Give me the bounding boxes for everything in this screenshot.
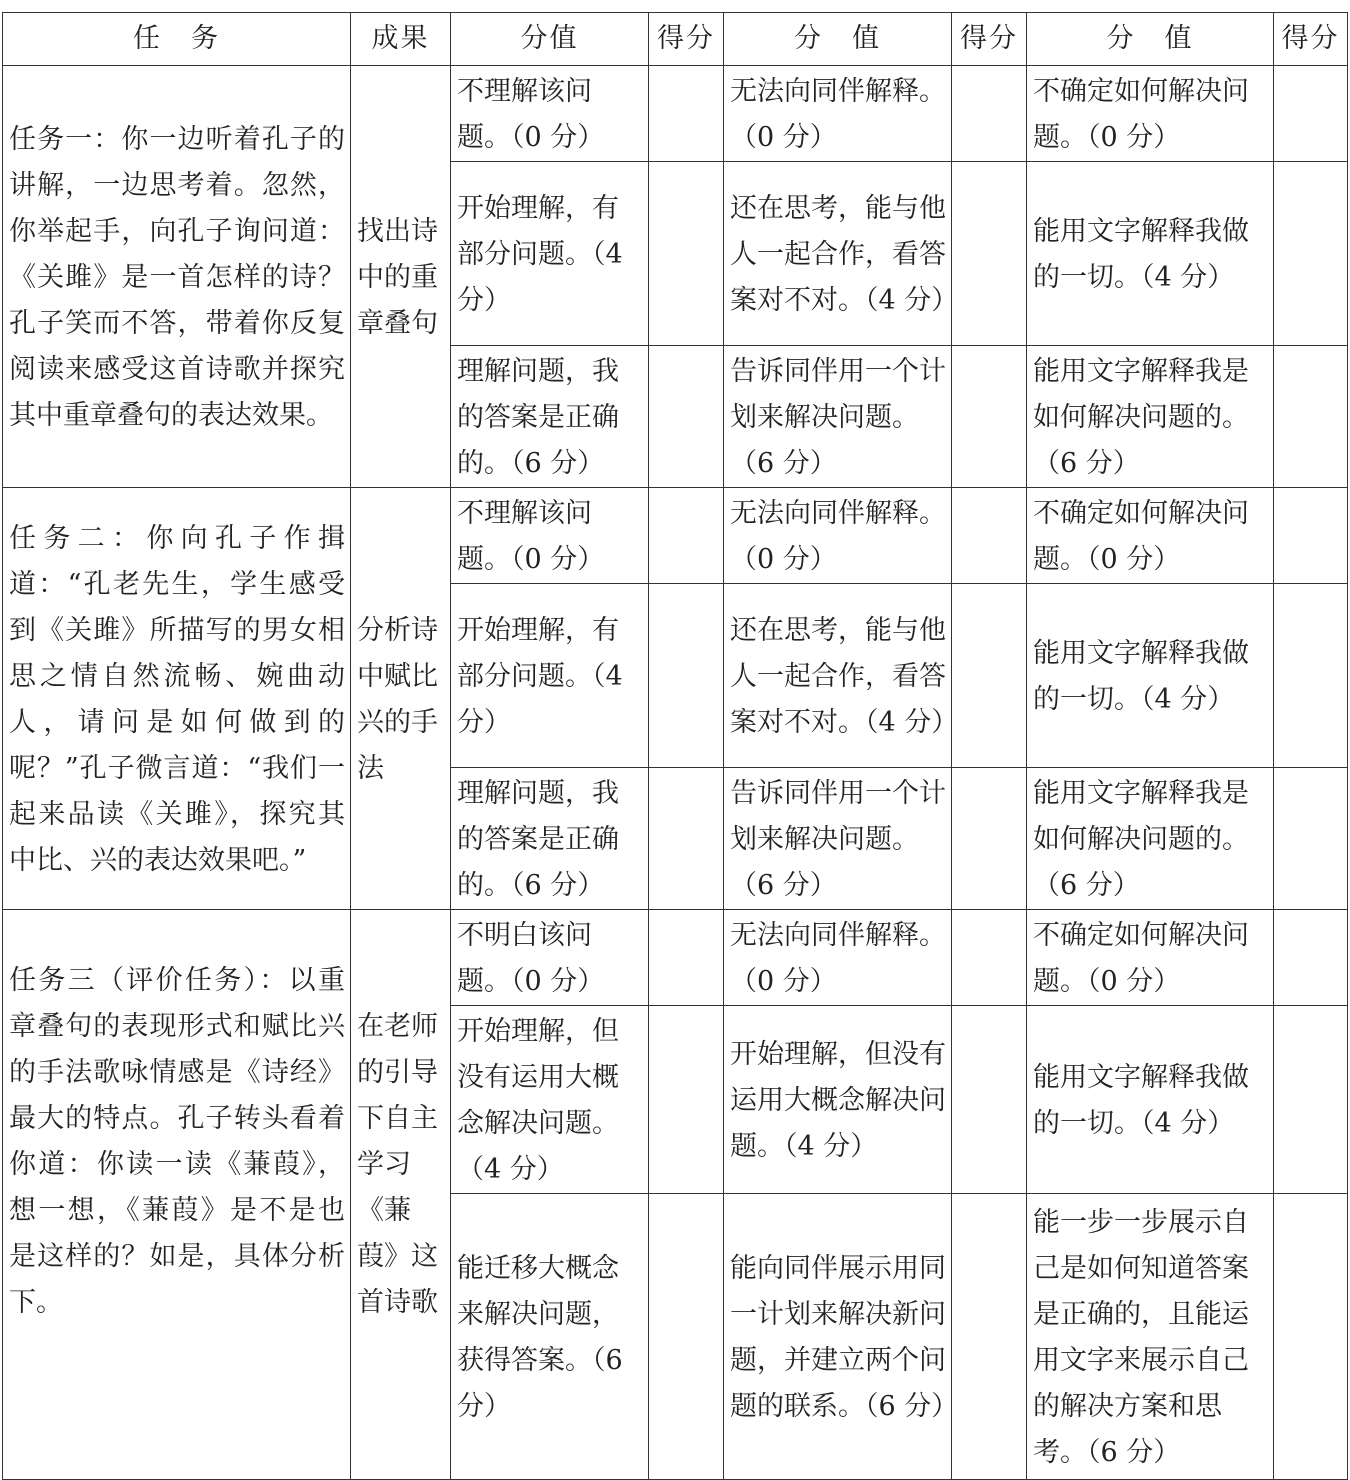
table-row bbox=[3, 488, 1348, 584]
task-3-level-0-value-a: 不明白该问题。（0 分） bbox=[451, 910, 649, 1006]
task-3-level-4-value-c: 能用文字解释我做的一切。（4 分） bbox=[1027, 1006, 1274, 1194]
task-1-outcome: 找出诗中的重章叠句 bbox=[351, 66, 451, 488]
task-3-level-0-value-b: 无法向同伴解释。（0 分） bbox=[724, 910, 952, 1006]
task-1-description: 任务一：你一边听着孔子的讲解，一边思考着。忽然，你举起手，向孔子询问道：《关雎》是一首怎样的诗？孔子笑而不答，带着你反复阅读来感受这首诗歌并探究其中重章叠句的表达效果。 bbox=[3, 66, 351, 488]
task-2-level-4-value-b: 还在思考，能与他人一起合作，看答案对不对。（4 分） bbox=[724, 584, 952, 768]
task-3-level-6-value-b: 能向同伴展示用同一计划来解决新问题，并建立两个问题的联系。（6 分） bbox=[724, 1194, 952, 1480]
score-cell bbox=[649, 1006, 724, 1194]
task-2-outcome: 分析诗中赋比兴的手法 bbox=[351, 488, 451, 910]
rubric-table bbox=[2, 12, 1348, 1480]
task-2-level-6-value-b: 告诉同伴用一个计划来解决问题。（6 分） bbox=[724, 768, 952, 910]
task-1-level-0-value-b: 无法向同伴解释。（0 分） bbox=[724, 66, 952, 162]
header-value-1: 分值 bbox=[451, 13, 649, 66]
task-1-level-4-value-b: 还在思考，能与他人一起合作，看答案对不对。（4 分） bbox=[724, 162, 952, 346]
score-cell bbox=[952, 66, 1027, 162]
task-1-level-4-value-a: 开始理解，有部分问题。（4 分） bbox=[451, 162, 649, 346]
score-cell bbox=[952, 346, 1027, 488]
score-cell bbox=[952, 162, 1027, 346]
score-cell bbox=[649, 584, 724, 768]
header-value-3: 分 值 bbox=[1027, 13, 1274, 66]
task-2-level-0-value-b: 无法向同伴解释。（0 分） bbox=[724, 488, 952, 584]
score-cell bbox=[649, 910, 724, 1006]
task-2-level-4-value-c: 能用文字解释我做的一切。（4 分） bbox=[1027, 584, 1274, 768]
task-3-outcome: 在老师的引导下自主学习《蒹葭》这首诗歌 bbox=[351, 910, 451, 1480]
score-cell bbox=[1274, 162, 1348, 346]
task-1-level-4-value-c: 能用文字解释我做的一切。（4 分） bbox=[1027, 162, 1274, 346]
score-cell bbox=[649, 162, 724, 346]
score-cell bbox=[1274, 346, 1348, 488]
score-cell bbox=[1274, 1194, 1348, 1480]
task-3-level-6-value-a: 能迁移大概念来解决问题，获得答案。（6 分） bbox=[451, 1194, 649, 1480]
score-cell bbox=[952, 488, 1027, 584]
task-2-level-0-value-c: 不确定如何解决问题。（0 分） bbox=[1027, 488, 1274, 584]
task-3-level-4-value-a: 开始理解，但没有运用大概念解决问题。（4 分） bbox=[451, 1006, 649, 1194]
score-cell bbox=[649, 66, 724, 162]
task-1-level-6-value-a: 理解问题，我的答案是正确的。（6 分） bbox=[451, 346, 649, 488]
header-score-2: 得分 bbox=[952, 13, 1027, 66]
task-1-level-0-value-a: 不理解该问题。（0 分） bbox=[451, 66, 649, 162]
task-2-level-0-value-a: 不理解该问题。（0 分） bbox=[451, 488, 649, 584]
score-cell bbox=[952, 584, 1027, 768]
score-cell bbox=[649, 1194, 724, 1480]
score-cell bbox=[1274, 1006, 1348, 1194]
score-cell bbox=[1274, 768, 1348, 910]
score-cell bbox=[952, 1194, 1027, 1480]
task-2-description: 任务二：你向孔子作揖道：“孔老先生，学生感受到《关雎》所描写的男女相思之情自然流畅、婉曲动人，请问是如何做到的呢？”孔子微言道：“我们一起来品读《关雎》，探究其中比、兴的表达效果吧。” bbox=[3, 488, 351, 910]
task-2-level-6-value-a: 理解问题，我的答案是正确的。（6 分） bbox=[451, 768, 649, 910]
score-cell bbox=[1274, 584, 1348, 768]
table-row bbox=[3, 66, 1348, 162]
score-cell bbox=[1274, 66, 1348, 162]
task-1-level-0-value-c: 不确定如何解决问题。（0 分） bbox=[1027, 66, 1274, 162]
score-cell bbox=[952, 1006, 1027, 1194]
header-score-3: 得分 bbox=[1274, 13, 1348, 66]
task-1-level-6-value-b: 告诉同伴用一个计划来解决问题。（6 分） bbox=[724, 346, 952, 488]
score-cell bbox=[649, 768, 724, 910]
score-cell bbox=[952, 768, 1027, 910]
task-3-description: 任务三（评价任务）：以重章叠句的表现形式和赋比兴的手法歌咏情感是《诗经》最大的特点。孔子转头看着你道：你读一读《蒹葭》，想一想，《蒹葭》是不是也是这样的？如是，具体分析下。 bbox=[3, 910, 351, 1480]
header-outcome: 成果 bbox=[351, 13, 451, 66]
task-2-level-4-value-a: 开始理解，有部分问题。（4 分） bbox=[451, 584, 649, 768]
task-1-level-6-value-c: 能用文字解释我是如何解决问题的。（6 分） bbox=[1027, 346, 1274, 488]
score-cell bbox=[952, 910, 1027, 1006]
task-3-level-0-value-c: 不确定如何解决问题。（0 分） bbox=[1027, 910, 1274, 1006]
score-cell bbox=[1274, 488, 1348, 584]
task-3-level-6-value-c: 能一步一步展示自己是如何知道答案是正确的，且能运用文字来展示自己的解决方案和思考。（6 分） bbox=[1027, 1194, 1274, 1480]
header-value-2: 分 值 bbox=[724, 13, 952, 66]
header-task: 任 务 bbox=[3, 13, 351, 66]
header-score-1: 得分 bbox=[649, 13, 724, 66]
score-cell bbox=[649, 488, 724, 584]
task-2-level-6-value-c: 能用文字解释我是如何解决问题的。（6 分） bbox=[1027, 768, 1274, 910]
table-row bbox=[3, 910, 1348, 1006]
task-3-level-4-value-b: 开始理解，但没有运用大概念解决问题。（4 分） bbox=[724, 1006, 952, 1194]
header-row bbox=[3, 13, 1348, 66]
score-cell bbox=[649, 346, 724, 488]
score-cell bbox=[1274, 910, 1348, 1006]
